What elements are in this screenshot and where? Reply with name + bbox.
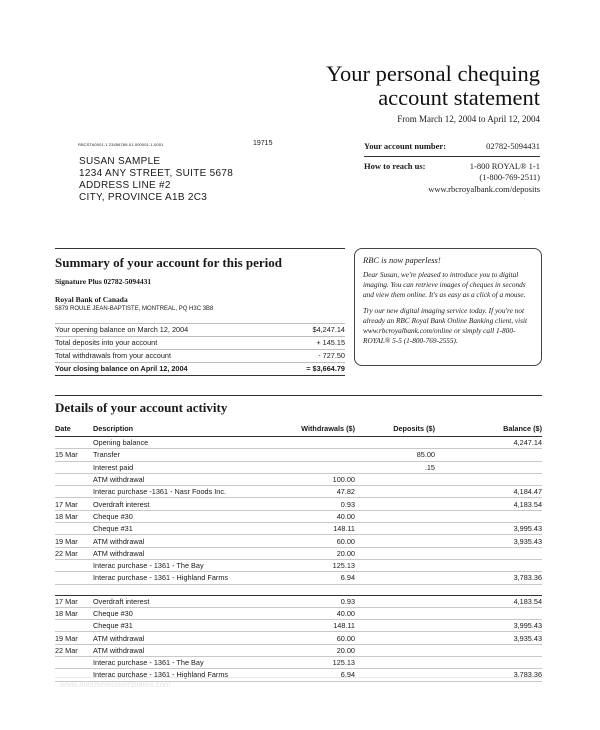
cell-date: 15 Mar	[55, 449, 93, 461]
table-row-spacer	[55, 584, 542, 595]
contact-values	[428, 161, 540, 196]
summary-row-value: + 145.15	[316, 338, 345, 347]
cell-balance	[435, 584, 542, 595]
col-date: Date	[55, 422, 93, 437]
address-line: CITY, PROVINCE A1B 2C3	[79, 192, 208, 203]
cell-deposit	[355, 607, 435, 619]
cell-deposit	[355, 473, 435, 485]
summary-row-label: Total withdrawals from your account	[55, 351, 171, 360]
cell-deposit	[355, 437, 435, 449]
cell-description	[93, 584, 263, 595]
cell-balance: 4,247.14	[435, 437, 542, 449]
cell-balance	[435, 547, 542, 559]
cell-date	[55, 584, 93, 595]
cell-withdrawal: 47.82	[263, 486, 355, 498]
cell-date: 19 Mar	[55, 535, 93, 547]
summary-row	[55, 337, 345, 350]
cell-date	[55, 523, 93, 535]
cell-date: 18 Mar	[55, 607, 93, 619]
summary-title: Summary of your account for this period	[55, 255, 283, 270]
cell-description: ATM withdrawal	[93, 632, 263, 644]
cell-balance: 3,935.43	[435, 535, 542, 547]
summary-row-label: Total deposits into your account	[55, 338, 158, 347]
cell-description: ATM withdrawal	[93, 547, 263, 559]
table-row	[55, 644, 542, 656]
account-number-row	[364, 141, 540, 157]
cell-balance	[435, 473, 542, 485]
cell-description: Interest paid	[93, 461, 263, 473]
cell-withdrawal: 6.94	[263, 572, 355, 584]
cell-balance: 4,183.54	[435, 595, 542, 607]
cell-balance	[435, 607, 542, 619]
cell-date	[55, 473, 93, 485]
table-row	[55, 437, 542, 449]
col-deposits: Deposits ($)	[355, 422, 435, 437]
account-number-value: 02782-5094431	[486, 141, 540, 151]
cell-description: Overdraft interest	[93, 498, 263, 510]
cell-description: Interac purchase - 1361 - Highland Farms	[93, 572, 263, 584]
col-balance: Balance ($)	[435, 422, 542, 437]
account-info-box	[364, 141, 540, 195]
cell-balance: 4,183.54	[435, 498, 542, 510]
statement-period: From March 12, 2004 to April 12, 2004	[397, 114, 540, 124]
cell-description: Overdraft interest	[93, 595, 263, 607]
table-row	[55, 559, 542, 571]
address-line: ADDRESS LINE #2	[79, 180, 171, 191]
footer-divider	[55, 677, 542, 678]
cell-deposit	[355, 535, 435, 547]
cell-balance: 3,783.36	[435, 669, 542, 681]
cell-deposit	[355, 523, 435, 535]
cell-withdrawal: 40.00	[263, 607, 355, 619]
address-line: SUSAN SAMPLE	[79, 156, 161, 167]
cell-withdrawal: 148.11	[263, 523, 355, 535]
cell-date	[55, 657, 93, 669]
summary-row-label: Your opening balance on March 12, 2004	[55, 325, 189, 334]
cell-description: Cheque #30	[93, 607, 263, 619]
summary-account-line: Signature Plus 02782-5094431	[55, 277, 152, 286]
cell-balance	[435, 657, 542, 669]
cell-date: 17 Mar	[55, 498, 93, 510]
summary-row-value: = $3,664.79	[306, 364, 345, 373]
cell-deposit	[355, 559, 435, 571]
cell-description: Transfer	[93, 449, 263, 461]
bank-address: 5879 ROULE JEAN-BAPTISTE, MONTREAL, PQ H3C 3B8	[55, 306, 214, 312]
cell-withdrawal: 148.11	[263, 620, 355, 632]
contact-row	[364, 161, 540, 196]
cell-date: 17 Mar	[55, 595, 93, 607]
summary-row	[55, 350, 345, 363]
cell-description: Interac purchase - 1361 - The Bay	[93, 657, 263, 669]
cell-deposit	[355, 632, 435, 644]
contact-label: How to reach us:	[364, 160, 426, 171]
cell-date: 19 Mar	[55, 632, 93, 644]
statement-title	[326, 62, 540, 110]
cell-deposit: .15	[355, 461, 435, 473]
contact-phone: 1-800 ROYAL® 1-1	[469, 160, 540, 171]
cell-deposit	[355, 510, 435, 522]
cell-withdrawal: 60.00	[263, 535, 355, 547]
cell-balance: 3,995.43	[435, 523, 542, 535]
summary-row-value: $4,247.14	[312, 325, 345, 334]
cell-description: Interac purchase -1361 - Nasr Foods Inc.	[93, 486, 263, 498]
address-line: 1234 ANY STREET, SUITE 5678	[79, 168, 234, 179]
cell-deposit	[355, 584, 435, 595]
cell-withdrawal: 0.93	[263, 595, 355, 607]
cell-date	[55, 461, 93, 473]
contact-phone-digits: (1-800-769-2511)	[479, 172, 540, 182]
table-row	[55, 547, 542, 559]
cell-balance: 3,995.43	[435, 620, 542, 632]
bank-name: Royal Bank of Canada	[55, 295, 128, 304]
cell-withdrawal: 0.93	[263, 498, 355, 510]
title-line-2: account statement	[378, 85, 540, 110]
table-row	[55, 632, 542, 644]
cell-deposit	[355, 595, 435, 607]
table-row	[55, 607, 542, 619]
table-row	[55, 473, 542, 485]
cell-balance	[435, 559, 542, 571]
cell-withdrawal: 40.00	[263, 510, 355, 522]
cell-balance: 3,935.43	[435, 632, 542, 644]
summary-row-value: - 727.50	[318, 351, 345, 360]
title-line-1: Your personal chequing	[326, 61, 540, 86]
summary-closing-row	[55, 363, 345, 376]
contact-website: www.rbcroyalbank.com/deposits	[428, 183, 540, 194]
cell-description: Cheque #31	[93, 620, 263, 632]
cell-withdrawal: 20.00	[263, 644, 355, 656]
postal-barcode-text: RBCSTA0001-1 23456789-01-000001-1-0001	[78, 142, 164, 147]
cell-balance	[435, 644, 542, 656]
cell-deposit	[355, 547, 435, 559]
table-row	[55, 595, 542, 607]
account-summary	[55, 248, 345, 376]
cell-deposit	[355, 620, 435, 632]
table-row	[55, 620, 542, 632]
promo-paragraph: Dear Susan, we're pleased to introduce you to digital imaging. You can retrieve images of cheques in seconds and view them online. It's as easy as a click of a mouse.	[363, 270, 526, 299]
cell-description: Cheque #30	[93, 510, 263, 522]
col-withdrawals: Withdrawals ($)	[263, 422, 355, 437]
cell-withdrawal: 125.13	[263, 657, 355, 669]
cell-deposit	[355, 486, 435, 498]
paperless-promo-box	[354, 248, 542, 366]
cell-deposit: 85.00	[355, 449, 435, 461]
watermark: www.allbusinesstemplates.com	[60, 680, 171, 689]
activity-title: Details of your account activity	[55, 400, 228, 415]
cell-description: ATM withdrawal	[93, 644, 263, 656]
col-description: Description	[93, 422, 263, 437]
cell-deposit	[355, 644, 435, 656]
cell-date: 18 Mar	[55, 510, 93, 522]
cell-deposit	[355, 669, 435, 681]
cell-withdrawal	[263, 449, 355, 461]
promo-heading: RBC is now paperless!	[363, 255, 441, 265]
cell-deposit	[355, 498, 435, 510]
table-row	[55, 657, 542, 669]
summary-row	[55, 323, 345, 337]
cell-date	[55, 437, 93, 449]
cell-withdrawal: 125.13	[263, 559, 355, 571]
cell-date	[55, 559, 93, 571]
summary-row-label: Your closing balance on April 12, 2004	[55, 364, 188, 373]
cell-description: Interac purchase - 1361 - The Bay	[93, 559, 263, 571]
cell-balance	[435, 461, 542, 473]
cell-balance: 3,783.36	[435, 572, 542, 584]
table-row	[55, 486, 542, 498]
cell-date	[55, 486, 93, 498]
table-row	[55, 449, 542, 461]
promo-paragraph: Try our new digital imaging service today. If you're not already an RBC Royal Bank Online Banking client, visit www.rbcroyalbank.com/online or simply call 1-800-ROYAL® 5-5 (1-800-769-2555).	[363, 306, 528, 345]
cell-date	[55, 620, 93, 632]
cell-withdrawal	[263, 437, 355, 449]
account-activity	[55, 395, 542, 682]
summary-table	[55, 323, 345, 376]
cell-date	[55, 572, 93, 584]
activity-table	[55, 422, 542, 682]
cell-description: Interac purchase - 1361 - Highland Farms	[93, 669, 263, 681]
cell-withdrawal	[263, 584, 355, 595]
table-row	[55, 498, 542, 510]
mailing-code: 19715	[253, 140, 273, 147]
cell-balance: 4,184.47	[435, 486, 542, 498]
table-row	[55, 510, 542, 522]
activity-header-row	[55, 422, 542, 437]
cell-description: ATM withdrawal	[93, 535, 263, 547]
account-number-label: Your account number:	[364, 141, 447, 151]
table-row	[55, 461, 542, 473]
cell-balance	[435, 510, 542, 522]
cell-deposit	[355, 572, 435, 584]
table-row	[55, 523, 542, 535]
cell-description: Opening balance	[93, 437, 263, 449]
cell-date: 22 Mar	[55, 547, 93, 559]
cell-withdrawal: 60.00	[263, 632, 355, 644]
cell-withdrawal: 20.00	[263, 547, 355, 559]
cell-withdrawal: 100.00	[263, 473, 355, 485]
cell-withdrawal	[263, 461, 355, 473]
cell-withdrawal: 6.94	[263, 669, 355, 681]
cell-deposit	[355, 657, 435, 669]
cell-date: 22 Mar	[55, 644, 93, 656]
table-row	[55, 572, 542, 584]
mailing-address	[79, 156, 233, 204]
cell-description: Cheque #31	[93, 523, 263, 535]
cell-description: ATM withdrawal	[93, 473, 263, 485]
table-row	[55, 535, 542, 547]
cell-balance	[435, 449, 542, 461]
